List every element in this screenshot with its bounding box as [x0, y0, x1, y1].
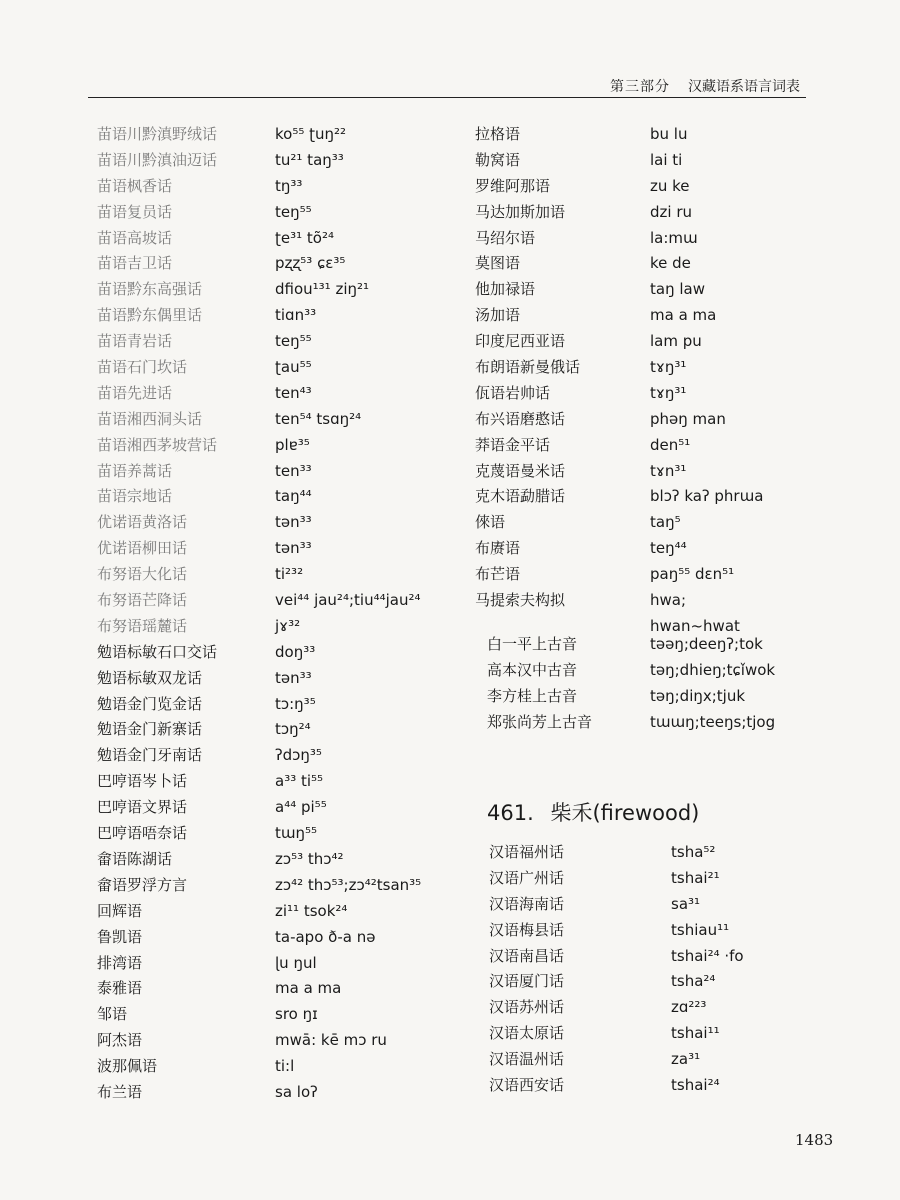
language-name: 白一平上古音 [487, 635, 578, 653]
word-form: mwā: kē mɔ ru [275, 1031, 387, 1050]
word-form: pʐʐ⁵³ ɕɛ³⁵ [275, 254, 346, 273]
language-name: 勉语金门新寨话 [97, 720, 203, 739]
entry-row [475, 355, 815, 381]
word-form: teŋ⁵⁵ [275, 202, 312, 221]
firewood-column [489, 840, 819, 1099]
word-form: ʈau⁵⁵ [275, 358, 312, 377]
entry-row [97, 951, 467, 977]
word-form: ti²³² [275, 565, 304, 584]
entry-row [97, 200, 467, 226]
word-form: tshai²¹ [671, 868, 720, 887]
language-name: 回辉语 [97, 901, 143, 920]
entry-row [475, 562, 815, 588]
language-name: 布兰语 [97, 1082, 143, 1101]
language-name: 马提索夫构拟 [475, 591, 566, 610]
header-rule [88, 97, 806, 98]
entry-row [489, 892, 819, 918]
entry-row [97, 484, 467, 510]
entry-row [489, 969, 819, 995]
entry-row [475, 277, 815, 303]
word-form: tən³³ [275, 668, 312, 687]
running-head [610, 76, 670, 96]
entry-row [475, 303, 815, 329]
entry-row [97, 433, 467, 459]
word-form: tɔ:ŋ³⁵ [275, 694, 316, 713]
word-form: hwa; [650, 591, 687, 610]
entry-row [97, 1080, 467, 1106]
word-form: tsha²⁴ [671, 972, 716, 991]
language-name: 苗语川黔滇油迈话 [97, 150, 218, 169]
word-form: tɯɯŋ;teeŋs;tjog [650, 712, 776, 731]
entry-row [97, 873, 467, 899]
section-heading [487, 797, 699, 827]
language-name: 克蔑语曼米话 [475, 461, 566, 480]
entry-row [97, 1002, 467, 1028]
language-name: 勒窝语 [475, 150, 521, 169]
word-form: zɑ²²³ [671, 998, 707, 1017]
language-name: 克木语勐腊话 [475, 487, 566, 506]
entry-row [475, 148, 815, 174]
language-name: 布赓语 [475, 539, 521, 558]
entry-row [489, 1021, 819, 1047]
word-form: hwan~hwat [650, 616, 740, 635]
word-form: tshai²⁴ ·fo [671, 946, 744, 965]
entry-row [97, 640, 467, 666]
language-name: 苗语先进话 [97, 383, 173, 402]
language-name: 苗语青岩话 [97, 332, 173, 351]
language-name: 苗语宗地话 [97, 487, 173, 506]
language-name: 勉语标敏石口交话 [97, 642, 218, 661]
running-head-section-wrap [688, 76, 800, 96]
language-name: 马绍尔语 [475, 228, 536, 247]
word-form: tsha⁵² [671, 843, 716, 861]
entry-row [97, 588, 467, 614]
word-form: la:mɯ [650, 228, 698, 247]
language-name: 拉格语 [475, 125, 521, 143]
language-name: 高本汉中古音 [487, 660, 578, 679]
entry-row [475, 433, 815, 459]
language-name: 畲语陈湖话 [97, 849, 173, 868]
entry-row [97, 381, 467, 407]
language-name: 勉语金门览金话 [97, 694, 203, 713]
entry-row [475, 588, 815, 614]
word-form: plɐ³⁵ [275, 435, 310, 454]
language-name: 苗语川黔滇野绒话 [97, 125, 218, 143]
word-form: jɤ³² [275, 616, 301, 635]
word-form: tən³³ [275, 539, 312, 558]
entry-row [97, 666, 467, 692]
entry-row [97, 717, 467, 743]
language-name: 李方桂上古音 [487, 686, 578, 705]
word-form: tshai¹¹ [671, 1024, 720, 1043]
entry-row [489, 918, 819, 944]
entry-row [97, 692, 467, 718]
language-name: 苗语石门坎话 [97, 358, 188, 377]
language-name: 布芒语 [475, 565, 521, 584]
language-name: 布兴语磨憨话 [475, 409, 566, 428]
word-form: dfiou¹³¹ ziŋ²¹ [275, 280, 370, 299]
entry-row [475, 510, 815, 536]
word-form: teŋ⁵⁵ [275, 332, 312, 351]
entry-row [97, 743, 467, 769]
language-name: 邹语 [97, 1005, 128, 1024]
entry-row [489, 840, 819, 866]
entry-row [97, 510, 467, 536]
language-name: 波那佩语 [97, 1057, 158, 1076]
language-name: 汉语太原话 [489, 1024, 565, 1043]
language-name: 汉语温州话 [489, 1050, 565, 1069]
word-form: tɔŋ²⁴ [275, 720, 311, 739]
language-name: 苗语黔东偶里话 [97, 306, 203, 325]
entry-row [475, 536, 815, 562]
word-form: ma a ma [275, 979, 342, 998]
language-name: 苗语湘西茅坡营话 [97, 435, 218, 454]
entry-row [97, 899, 467, 925]
entry-row [475, 251, 815, 277]
language-name: 苗语黔东高强话 [97, 280, 203, 299]
language-name: 优诺语黄洛话 [97, 513, 188, 532]
word-form: tɤŋ³¹ [650, 358, 687, 377]
word-form: tshiau¹¹ [671, 920, 730, 939]
entry-row [97, 1054, 467, 1080]
language-name: 布努语芒降话 [97, 591, 188, 610]
word-form: təŋ;dhieŋ;tɕǐwok [650, 660, 776, 679]
language-name: 汉语梅县话 [489, 920, 565, 939]
word-form: sa loʔ [275, 1082, 318, 1101]
word-form: phəŋ man [650, 409, 726, 428]
entry-row [97, 355, 467, 381]
language-name: 汉语厦门话 [489, 972, 565, 991]
word-form: təŋ;diŋx;tjuk [650, 686, 746, 705]
word-form: doŋ³³ [275, 642, 316, 661]
entry-row [97, 847, 467, 873]
word-form: sa³¹ [671, 894, 701, 913]
running-head-part: 第三部分 [610, 79, 670, 95]
entry-row [97, 925, 467, 951]
language-name: 莫图语 [475, 254, 521, 273]
language-name: 布努语大化话 [97, 565, 188, 584]
entry-row [475, 407, 815, 433]
word-form: taŋ⁴⁴ [275, 487, 312, 506]
language-name: 莽语金平话 [475, 435, 551, 454]
entry-row [487, 710, 817, 736]
entry-row [475, 122, 815, 148]
entry-row [97, 407, 467, 433]
language-name: 佤语岩帅话 [475, 383, 551, 402]
word-form: dzi ru [650, 202, 693, 221]
word-form: ma a ma [650, 306, 717, 325]
language-name: 勉语金门牙南话 [97, 746, 203, 765]
entry-row [97, 251, 467, 277]
entry-row [97, 459, 467, 485]
word-form: a⁴⁴ pi⁵⁵ [275, 798, 327, 817]
entry-row [475, 459, 815, 485]
language-name: 布朗语新曼俄话 [475, 358, 581, 377]
language-name: 畲语罗浮方言 [97, 875, 188, 894]
language-name: 优诺语柳田话 [97, 539, 188, 558]
language-name: 他加禄语 [475, 280, 536, 299]
word-form: tɤŋ³¹ [650, 383, 687, 402]
language-name: 倈语 [475, 513, 506, 532]
page-number: 1483 [795, 1131, 834, 1149]
word-form: ke de [650, 254, 691, 273]
entry-row [97, 122, 467, 148]
language-name: 泰雅语 [97, 979, 143, 998]
language-name: 苗语吉卫话 [97, 254, 173, 273]
entry-row [487, 658, 817, 684]
word-form: tŋ³³ [275, 176, 303, 195]
entry-row [97, 795, 467, 821]
word-form: blɔʔ kaʔ phrɯa [650, 487, 764, 506]
word-form: taŋ⁵ [650, 513, 681, 532]
word-form: lam pu [650, 332, 702, 351]
word-form: zi¹¹ tsok²⁴ [275, 901, 348, 920]
entry-row [97, 174, 467, 200]
section-number: 461. [487, 801, 534, 825]
entry-row [489, 995, 819, 1021]
entry-row [97, 303, 467, 329]
word-form: teŋ⁴⁴ [650, 539, 687, 558]
word-form: bu lu [650, 125, 688, 143]
word-form: taŋ law [650, 280, 705, 299]
word-form: zɔ⁴² thɔ⁵³;zɔ⁴²tsan³⁵ [275, 875, 422, 894]
word-form: ten⁵⁴ tsɑŋ²⁴ [275, 409, 362, 428]
language-name: 印度尼西亚语 [475, 332, 566, 351]
language-name: 苗语养蒿话 [97, 461, 173, 480]
entry-row [97, 148, 467, 174]
entry-row [489, 866, 819, 892]
language-name: 苗语枫香话 [97, 176, 173, 195]
word-form: ɭu ŋul [275, 953, 317, 972]
language-name: 排湾语 [97, 953, 143, 972]
entry-row [475, 484, 815, 510]
language-name: 汉语西安话 [489, 1076, 565, 1095]
word-form: tən³³ [275, 513, 312, 532]
entry-row [475, 200, 815, 226]
entry-row [489, 1073, 819, 1099]
language-name: 汉语福州话 [489, 843, 565, 861]
word-form: tu²¹ taŋ³³ [275, 150, 344, 169]
word-form: ko⁵⁵ ʈuŋ²² [275, 125, 347, 143]
word-form: tiɑn³³ [275, 306, 317, 325]
entry-row [475, 174, 815, 200]
word-form: ten⁴³ [275, 383, 312, 402]
word-form: ta-apo ð-a nə [275, 927, 376, 946]
language-name: 巴哼语岑卜话 [97, 772, 188, 791]
word-form: lai ti [650, 150, 683, 169]
word-form: tɤn³¹ [650, 461, 687, 480]
section-title: 柴禾(firewood) [550, 801, 700, 825]
entry-row [97, 976, 467, 1002]
word-form: vei⁴⁴ jau²⁴;tiu⁴⁴jau²⁴ [275, 591, 421, 610]
language-name: 郑张尚芳上古音 [487, 712, 593, 731]
language-name: 苗语湘西洞头话 [97, 409, 203, 428]
word-form: ʈe³¹ tõ²⁴ [275, 228, 334, 247]
entry-row [475, 381, 815, 407]
language-name: 鲁凯语 [97, 927, 143, 946]
language-name: 马达加斯加语 [475, 202, 566, 221]
entry-row [97, 614, 467, 640]
word-form: den⁵¹ [650, 435, 691, 454]
right-column-reconstructions [487, 632, 817, 736]
language-name: 汤加语 [475, 306, 521, 325]
word-form: ten³³ [275, 461, 312, 480]
language-name: 巴哼语文界话 [97, 798, 188, 817]
word-form: təəŋ;deeŋʔ;tok [650, 635, 763, 653]
word-form: ti:l [275, 1057, 295, 1076]
word-form: zu ke [650, 176, 690, 195]
right-column [475, 122, 815, 640]
word-form: sro ŋɪ [275, 1005, 318, 1024]
language-name: 汉语南昌话 [489, 946, 565, 965]
word-form: zɔ⁵³ thɔ⁴² [275, 849, 344, 868]
language-name: 苗语高坡话 [97, 228, 173, 247]
entry-row [97, 536, 467, 562]
entry-row [475, 226, 815, 252]
language-name: 巴哼语唔奈话 [97, 824, 188, 843]
entry-row [97, 821, 467, 847]
entry-row [97, 329, 467, 355]
language-name: 勉语标敏双龙话 [97, 668, 203, 687]
word-form: ʔdɔŋ³⁵ [275, 746, 322, 765]
word-form: tshai²⁴ [671, 1076, 720, 1095]
language-name: 罗维阿那语 [475, 176, 551, 195]
entry-row [475, 329, 815, 355]
running-head-section: 汉藏语系语言词表 [688, 79, 800, 95]
entry-row [97, 1028, 467, 1054]
word-form: za³¹ [671, 1050, 701, 1069]
word-form: paŋ⁵⁵ dɛn⁵¹ [650, 565, 735, 584]
entry-row [487, 684, 817, 710]
entry-row [97, 226, 467, 252]
language-name: 布努语瑶麓话 [97, 616, 188, 635]
left-column [97, 122, 467, 1106]
language-name: 阿杰语 [97, 1031, 143, 1050]
entry-row [97, 562, 467, 588]
entry-row [97, 769, 467, 795]
word-form: a³³ ti⁵⁵ [275, 772, 324, 791]
language-name: 汉语海南话 [489, 894, 565, 913]
language-name: 汉语广州话 [489, 868, 565, 887]
entry-row [489, 944, 819, 970]
word-form: tɯŋ⁵⁵ [275, 824, 318, 843]
entry-row [97, 277, 467, 303]
entry-row [489, 1047, 819, 1073]
language-name: 汉语苏州话 [489, 998, 565, 1017]
language-name: 苗语复员话 [97, 202, 173, 221]
entry-row [487, 632, 817, 658]
